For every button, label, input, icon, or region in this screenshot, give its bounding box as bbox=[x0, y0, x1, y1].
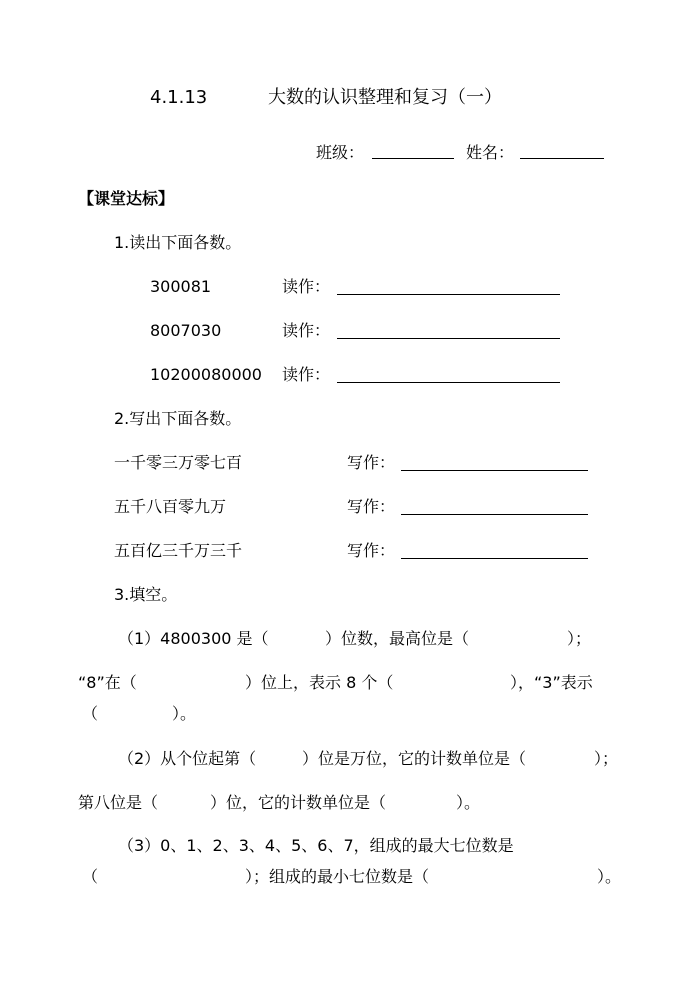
q3-p1-text: ），“3”表示 bbox=[510, 673, 593, 692]
q2-words: 一千零三万零七百 bbox=[114, 453, 243, 472]
q2-words: 五百亿三千万三千 bbox=[114, 541, 243, 560]
q3-p1-text: ）。 bbox=[172, 704, 197, 723]
q2-answer-blank[interactable] bbox=[401, 514, 588, 515]
q2-answer-blank[interactable] bbox=[401, 558, 588, 559]
q3-p3-text: （ bbox=[82, 867, 99, 886]
name-label: 姓名： bbox=[466, 143, 515, 162]
q3-heading: 3.填空。 bbox=[114, 585, 178, 604]
q3-p2-text: ）。 bbox=[456, 793, 481, 812]
q2-write-label: 写作： bbox=[347, 453, 396, 472]
q1-read-label: 读作： bbox=[282, 365, 331, 384]
q3-p1-text: “8”在（ bbox=[78, 673, 137, 692]
q3-p2-text: （2）从个位起第（ bbox=[118, 749, 257, 768]
q1-number: 10200080000 bbox=[150, 365, 262, 384]
q2-write-label: 写作： bbox=[347, 541, 396, 560]
q3-p1-text: （1）4800300 是（ bbox=[118, 629, 269, 648]
q1-heading: 1.读出下面各数。 bbox=[114, 233, 242, 252]
q2-write-label: 写作： bbox=[347, 497, 396, 516]
q1-number: 8007030 bbox=[150, 321, 222, 340]
q3-p1-text: ）； bbox=[567, 629, 592, 648]
q1-number: 300081 bbox=[150, 277, 212, 296]
q3-p1-text: ）位数，最高位是（ bbox=[325, 629, 470, 648]
q3-p2-text: 第八位是（ bbox=[78, 793, 159, 812]
q1-answer-blank[interactable] bbox=[337, 382, 560, 383]
q3-p3-text: ）；组成的最小七位数是（ bbox=[245, 867, 430, 886]
q3-p2-text: ）位，它的计数单位是（ bbox=[210, 793, 387, 812]
q2-heading: 2.写出下面各数。 bbox=[114, 409, 242, 428]
class-blank[interactable] bbox=[372, 158, 454, 159]
q2-words: 五千八百零九万 bbox=[114, 497, 227, 516]
name-blank[interactable] bbox=[520, 158, 604, 159]
q1-answer-blank[interactable] bbox=[337, 338, 560, 339]
lesson-number: 4.1.13 bbox=[150, 87, 208, 108]
q1-answer-blank[interactable] bbox=[337, 294, 560, 295]
q1-read-label: 读作： bbox=[282, 277, 331, 296]
q1-read-label: 读作： bbox=[282, 321, 331, 340]
q3-p2-text: ）位是万位，它的计数单位是（ bbox=[302, 749, 527, 768]
class-label: 班级： bbox=[316, 143, 365, 162]
q3-p1-text: （ bbox=[82, 704, 99, 723]
q2-answer-blank[interactable] bbox=[401, 470, 588, 471]
q3-p3-text: ）。 bbox=[597, 867, 622, 886]
q3-p3-text: （3）0、1、2、3、4、5、6、7，组成的最大七位数是 bbox=[118, 836, 514, 855]
section-title: 【课堂达标】 bbox=[78, 189, 175, 208]
page-title: 大数的认识整理和复习（一） bbox=[268, 87, 502, 108]
q3-p1-text: ）位上，表示 8 个（ bbox=[245, 673, 394, 692]
q3-p2-text: ）； bbox=[594, 749, 619, 768]
